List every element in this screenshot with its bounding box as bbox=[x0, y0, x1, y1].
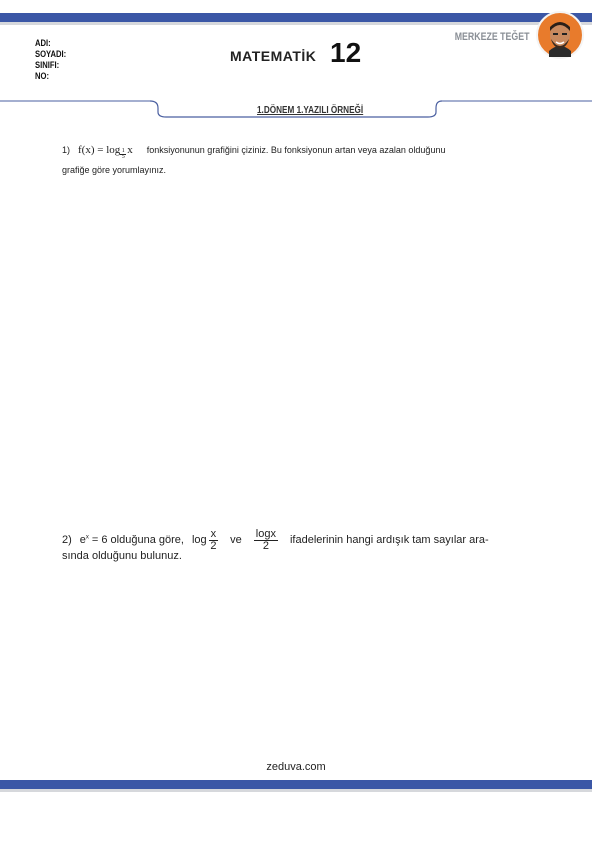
surname-field-label: SOYADI: bbox=[35, 49, 67, 59]
log-base-fraction: $\frac{1}{5}$ bbox=[121, 148, 125, 160]
footer-site-url: zeduva.com bbox=[266, 761, 326, 773]
name-field-label: ADI: bbox=[35, 38, 51, 48]
bottom-blue-stripe bbox=[0, 780, 592, 789]
number-field-label: NO: bbox=[35, 71, 50, 81]
subject-title: MATEMATİK bbox=[230, 48, 317, 64]
question-1-text-line2: grafiğe göre yorumlayınız. bbox=[62, 165, 167, 175]
avatar bbox=[536, 11, 584, 59]
question-1-text-line1: fonksiyonunun grafiğini çiziniz. Bu fonksiyonun artan veya azalan olduğunu bbox=[146, 145, 446, 155]
question-2 bbox=[62, 526, 532, 562]
fraction-logx-over-2: $\frac{\log x}{2}$ bbox=[255, 527, 276, 552]
question-2-and: ve bbox=[230, 534, 242, 546]
question-1 bbox=[62, 143, 532, 175]
question-2-exponential: $e^x$ bbox=[79, 534, 89, 546]
question-2-log-prefix: log bbox=[191, 534, 207, 546]
exam-title: 1.DÖNEM 1.YAZILI ÖRNEĞİ bbox=[257, 104, 364, 116]
question-2-condition: = 6 olduğuna göre, bbox=[91, 534, 184, 546]
question-2-text-rest: ifadelerinin hangi ardışık tam sayılar ara- bbox=[289, 534, 489, 546]
grade-number: 12 bbox=[330, 37, 362, 68]
question-2-number: 2) bbox=[62, 534, 72, 546]
avatar-image bbox=[536, 11, 584, 59]
brand-label: MERKEZE TEĞET bbox=[455, 31, 530, 43]
fraction-x-over-2: $\frac{x}{2}$ bbox=[210, 527, 217, 552]
top-blue-stripe bbox=[0, 13, 592, 22]
question-2-text-line2: sında olduğunu bulunuz. bbox=[62, 550, 182, 562]
question-1-function: f(x) = log $\frac{1}{5}$ x bbox=[78, 144, 133, 160]
question-1-number: 1) bbox=[62, 145, 71, 155]
student-fields bbox=[35, 38, 72, 82]
bottom-gray-stripe bbox=[0, 789, 592, 792]
class-field-label: SINIFI: bbox=[35, 60, 60, 70]
top-gray-stripe bbox=[0, 22, 592, 25]
